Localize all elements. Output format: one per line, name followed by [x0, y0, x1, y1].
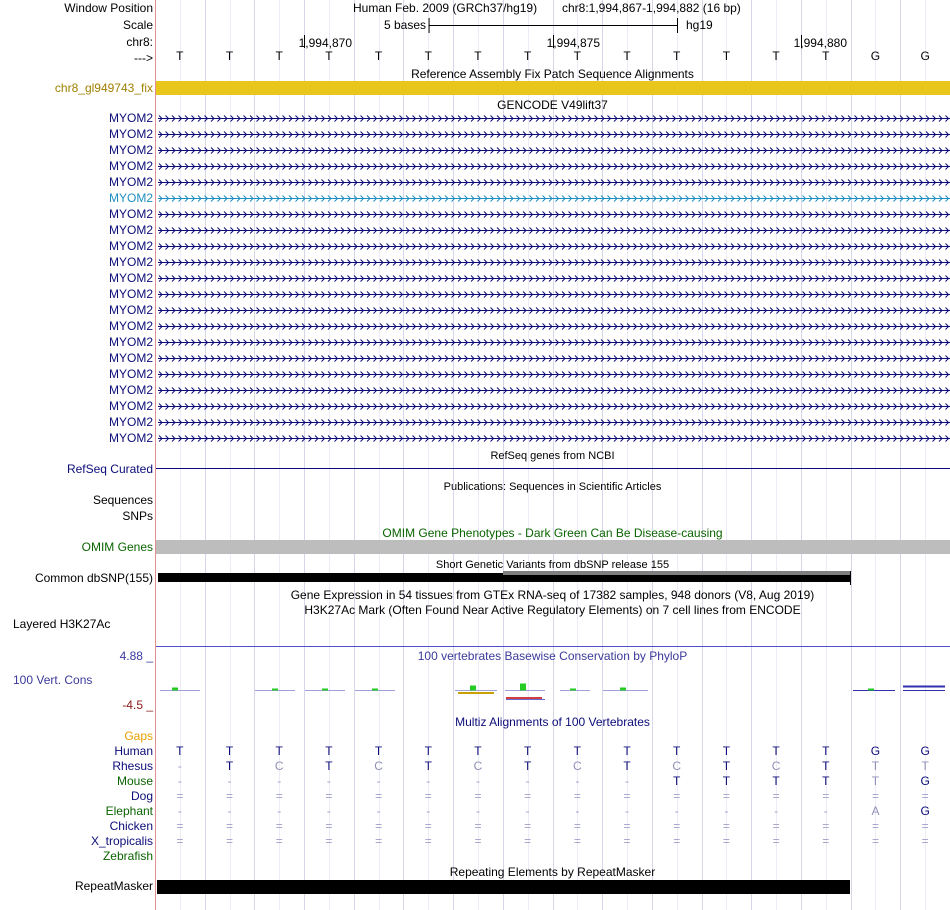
- multiz-base: =: [871, 819, 879, 833]
- gencode-transcript: [158, 132, 950, 138]
- gtex-track-title: Gene Expression in 54 tissues from GTEx RNA-seq of 17382 samples, 948 donors (V8, Aug 2019): [290, 588, 815, 602]
- reference-base: T: [673, 49, 681, 63]
- multiz-base: =: [921, 819, 929, 833]
- multiz-base: T: [623, 759, 631, 773]
- dbsnp-track-label[interactable]: Common dbSNP(155): [34, 571, 153, 585]
- gencode-gene-label[interactable]: MYOM2: [108, 111, 153, 125]
- multiz-base: -: [177, 774, 182, 788]
- multiz-base: =: [921, 789, 929, 803]
- multiz-species-label[interactable]: Human: [114, 744, 153, 758]
- multiz-base: -: [475, 804, 480, 818]
- phylop-score: [570, 689, 576, 691]
- gencode-gene-label[interactable]: MYOM2: [108, 383, 153, 397]
- dbsnp-track-title: Short Genetic Variants from dbSNP release 155: [435, 559, 670, 571]
- repeatmasker-bar: [157, 880, 850, 894]
- strand-arrow-label: --->: [134, 51, 153, 65]
- phylop-min-label: -4.5 _: [122, 698, 153, 712]
- multiz-base: =: [226, 789, 234, 803]
- gencode-gene-label[interactable]: MYOM2: [108, 223, 153, 237]
- omim-bar: [156, 540, 950, 554]
- multiz-base: =: [524, 834, 532, 848]
- scale-label: Scale: [122, 18, 153, 32]
- fix-patch-track-label[interactable]: chr8_gl949743_fix: [54, 81, 153, 95]
- fix-patch-bar: [156, 81, 950, 95]
- multiz-base: =: [275, 789, 283, 803]
- multiz-base: C: [573, 759, 582, 773]
- multiz-base: =: [673, 819, 681, 833]
- position-text: chr8:1,994,867-1,994,882 (16 bp): [562, 1, 741, 15]
- multiz-base: T: [772, 744, 780, 758]
- multiz-base: =: [524, 819, 532, 833]
- phylop-score: [322, 689, 328, 691]
- multiz-base: =: [822, 819, 830, 833]
- multiz-base: -: [426, 804, 431, 818]
- gencode-transcript: [158, 308, 950, 314]
- multiz-base: T: [921, 759, 929, 773]
- gencode-gene-label[interactable]: MYOM2: [108, 287, 153, 301]
- gencode-transcript: [158, 148, 950, 154]
- multiz-base: =: [424, 819, 432, 833]
- gencode-track-title: GENCODE V49lift37: [497, 98, 608, 112]
- omim-track-label[interactable]: OMIM Genes: [81, 540, 153, 554]
- h3k27ac-track-label[interactable]: Layered H3K27Ac: [13, 617, 111, 631]
- multiz-base: =: [822, 834, 830, 848]
- multiz-base: =: [226, 819, 234, 833]
- gencode-gene-label[interactable]: MYOM2: [108, 351, 153, 365]
- multiz-base: -: [674, 804, 679, 818]
- phylop-max-label: 4.88 _: [119, 649, 153, 663]
- ruler-tick-label: 1,994,880: [793, 36, 847, 50]
- multiz-base: T: [225, 759, 234, 773]
- scale-db-label: hg19: [686, 18, 713, 32]
- multiz-base: -: [575, 804, 580, 818]
- gencode-transcript: [158, 260, 950, 266]
- refseq-track-title: RefSeq genes from NCBI: [490, 450, 615, 462]
- multiz-species-label[interactable]: Zebrafish: [102, 849, 153, 863]
- multiz-base: T: [424, 744, 432, 758]
- gencode-gene-label[interactable]: MYOM2: [108, 399, 153, 413]
- gencode-transcript: [158, 420, 950, 426]
- multiz-base: T: [523, 744, 532, 758]
- gencode-transcript: [158, 244, 950, 250]
- multiz-base: -: [575, 774, 580, 788]
- multiz-base: =: [673, 789, 681, 803]
- multiz-base: =: [722, 819, 730, 833]
- publications-track-title: Publications: Sequences in Scientific Articles: [443, 481, 662, 493]
- multiz-base: G: [920, 744, 930, 758]
- multiz-base: =: [722, 789, 730, 803]
- phylop-score: [520, 684, 526, 691]
- gencode-transcript: [158, 404, 950, 410]
- phylop-score: [620, 688, 626, 691]
- multiz-track-title: Multiz Alignments of 100 Vertebrates: [455, 715, 650, 729]
- multiz-base: -: [277, 774, 282, 788]
- reference-base: G: [920, 49, 930, 63]
- phylop-score: [506, 697, 542, 699]
- multiz-base: G: [920, 804, 930, 818]
- gencode-transcript: [158, 212, 950, 218]
- gencode-transcript: [158, 340, 950, 346]
- multiz-base: =: [772, 819, 780, 833]
- ruler-tick-label: 1,994,870: [298, 36, 352, 50]
- multiz-base: =: [623, 789, 631, 803]
- multiz-base: C: [771, 759, 781, 773]
- multiz-base: T: [225, 744, 234, 758]
- ruler-tick-label: 1,994,875: [546, 36, 600, 50]
- reference-base: T: [722, 49, 731, 63]
- gencode-gene-label[interactable]: MYOM2: [108, 255, 153, 269]
- gencode-gene-label[interactable]: MYOM2: [108, 303, 153, 317]
- reference-base: T: [325, 49, 333, 63]
- phylop-track-label[interactable]: 100 Vert. Cons: [13, 673, 93, 687]
- reference-base: T: [573, 49, 582, 63]
- multiz-base: -: [475, 774, 480, 788]
- gencode-gene-label[interactable]: MYOM2: [108, 367, 153, 381]
- multiz-base: =: [375, 819, 383, 833]
- gencode-transcript: [158, 276, 950, 282]
- multiz-base: T: [673, 774, 681, 788]
- gencode-gene-label[interactable]: MYOM2: [108, 271, 153, 285]
- gencode-transcript: [158, 292, 950, 298]
- multiz-base: C: [374, 759, 383, 773]
- multiz-base: T: [523, 759, 532, 773]
- multiz-base: -: [177, 759, 182, 773]
- multiz-base: T: [871, 774, 880, 788]
- multiz-base: -: [625, 804, 630, 818]
- multiz-species-label[interactable]: X_tropicalis: [90, 834, 153, 848]
- multiz-base: T: [822, 744, 830, 758]
- multiz-species-label[interactable]: Mouse: [116, 774, 153, 788]
- multiz-species-label[interactable]: Dog: [130, 789, 153, 803]
- multiz-base: T: [722, 759, 731, 773]
- reference-base: T: [225, 49, 234, 63]
- multiz-base: -: [326, 774, 331, 788]
- multiz-base: -: [376, 774, 381, 788]
- multiz-base: -: [823, 804, 828, 818]
- publications-sequences-label[interactable]: Sequences: [92, 493, 153, 507]
- multiz-base: =: [176, 834, 184, 848]
- reference-base: T: [474, 49, 482, 63]
- multiz-base: =: [573, 834, 581, 848]
- reference-base: T: [772, 49, 780, 63]
- multiz-base: C: [274, 759, 284, 773]
- gencode-gene-label[interactable]: MYOM2: [108, 127, 153, 141]
- gencode-gene-label[interactable]: MYOM2: [108, 207, 153, 221]
- gencode-gene-label[interactable]: MYOM2: [108, 191, 153, 205]
- multiz-base: C: [672, 759, 682, 773]
- gencode-transcript: [158, 436, 950, 442]
- phylop-score: [372, 689, 378, 691]
- gencode-gene-label[interactable]: MYOM2: [108, 335, 153, 349]
- phylop-track-title: 100 vertebrates Basewise Conservation by PhyloP: [417, 649, 688, 663]
- multiz-base: =: [176, 819, 184, 833]
- window-position-label: Window Position: [64, 1, 153, 15]
- multiz-base: -: [277, 804, 282, 818]
- multiz-base: =: [325, 834, 333, 848]
- multiz-base: T: [424, 759, 432, 773]
- publications-snps-label[interactable]: SNPs: [122, 509, 153, 523]
- multiz-species-label[interactable]: Chicken: [109, 819, 153, 833]
- multiz-base: -: [326, 804, 331, 818]
- gencode-transcript: [158, 196, 950, 202]
- multiz-base: =: [921, 834, 929, 848]
- multiz-base: -: [227, 804, 232, 818]
- multiz-base: G: [920, 774, 930, 788]
- gencode-transcript: [158, 164, 950, 170]
- multiz-base: =: [623, 834, 631, 848]
- repeatmasker-track-title: Repeating Elements by RepeatMasker: [449, 865, 656, 879]
- multiz-base: =: [673, 834, 681, 848]
- multiz-base: T: [822, 759, 830, 773]
- multiz-base: -: [376, 804, 381, 818]
- gencode-gene-label[interactable]: MYOM2: [108, 143, 153, 157]
- multiz-base: -: [525, 774, 530, 788]
- multiz-base: A: [871, 804, 880, 818]
- multiz-base: T: [722, 774, 731, 788]
- multiz-base: T: [573, 744, 582, 758]
- gencode-transcript: [158, 356, 950, 362]
- multiz-base: -: [525, 804, 530, 818]
- gencode-gene-label[interactable]: MYOM2: [108, 431, 153, 445]
- multiz-base: =: [623, 819, 631, 833]
- multiz-base: =: [474, 789, 482, 803]
- multiz-base: T: [325, 759, 333, 773]
- repeatmasker-track-label[interactable]: RepeatMasker: [74, 879, 153, 893]
- gencode-transcript: [158, 388, 950, 394]
- multiz-base: =: [424, 789, 432, 803]
- phylop-score: [868, 689, 874, 691]
- phylop-score: [272, 689, 278, 691]
- multiz-base: -: [724, 804, 729, 818]
- assembly-title: Human Feb. 2009 (GRCh37/hg19): [353, 1, 538, 15]
- multiz-base: T: [474, 744, 482, 758]
- multiz-base: -: [227, 774, 232, 788]
- multiz-base: =: [176, 789, 184, 803]
- multiz-base: =: [375, 834, 383, 848]
- gencode-gene-label[interactable]: MYOM2: [108, 415, 153, 429]
- multiz-base: C: [473, 759, 483, 773]
- multiz-base: =: [722, 834, 730, 848]
- multiz-base: =: [325, 789, 333, 803]
- gencode-gene-label[interactable]: MYOM2: [108, 175, 153, 189]
- multiz-base: -: [177, 804, 182, 818]
- gencode-gene-label[interactable]: MYOM2: [108, 159, 153, 173]
- multiz-gaps-label[interactable]: Gaps: [124, 729, 153, 743]
- multiz-base: =: [524, 789, 532, 803]
- multiz-base: =: [474, 834, 482, 848]
- reference-base: T: [424, 49, 432, 63]
- scale-bar-label: 5 bases: [383, 18, 426, 32]
- multiz-base: T: [722, 744, 731, 758]
- multiz-base: T: [871, 759, 880, 773]
- multiz-base: =: [573, 789, 581, 803]
- multiz-base: G: [870, 744, 881, 758]
- multiz-base: =: [424, 834, 432, 848]
- reference-base: T: [275, 49, 283, 63]
- dbsnp-variant-bar: [503, 571, 850, 575]
- h3k27ac-track-title: H3K27Ac Mark (Often Found Near Active Regulatory Elements) on 7 cell lines from ENCODE: [304, 603, 801, 617]
- refseq-track-label[interactable]: RefSeq Curated: [66, 462, 153, 476]
- multiz-base: T: [374, 744, 383, 758]
- multiz-base: T: [325, 744, 333, 758]
- multiz-base: =: [275, 819, 283, 833]
- multiz-base: =: [772, 834, 780, 848]
- multiz-base: =: [325, 819, 333, 833]
- gencode-transcript: [158, 372, 950, 378]
- multiz-base: T: [772, 774, 780, 788]
- multiz-base: =: [871, 834, 879, 848]
- gencode-transcript: [158, 180, 950, 186]
- phylop-score: [458, 692, 494, 694]
- fix-patch-track-title: Reference Assembly Fix Patch Sequence Alignments: [411, 67, 694, 81]
- multiz-base: =: [226, 834, 234, 848]
- multiz-base: =: [474, 819, 482, 833]
- multiz-base: T: [176, 744, 184, 758]
- multiz-base: =: [871, 789, 879, 803]
- multiz-base: -: [625, 774, 630, 788]
- multiz-base: =: [573, 819, 581, 833]
- multiz-base: -: [774, 804, 779, 818]
- gencode-transcript: [158, 324, 950, 330]
- multiz-species-label[interactable]: Rhesus: [112, 759, 153, 773]
- multiz-base: T: [673, 744, 681, 758]
- reference-base: T: [523, 49, 532, 63]
- multiz-base: =: [375, 789, 383, 803]
- multiz-base: -: [426, 774, 431, 788]
- chrom-label: chr8:: [126, 35, 153, 49]
- multiz-base: T: [623, 744, 631, 758]
- multiz-base: =: [772, 789, 780, 803]
- multiz-base: T: [822, 774, 830, 788]
- phylop-score: [470, 686, 476, 691]
- multiz-species-label[interactable]: Elephant: [105, 804, 153, 818]
- gencode-gene-label[interactable]: MYOM2: [108, 319, 153, 333]
- reference-base: T: [623, 49, 631, 63]
- multiz-base: T: [275, 744, 283, 758]
- multiz-base: =: [275, 834, 283, 848]
- reference-base: T: [176, 49, 184, 63]
- phylop-score: [172, 688, 178, 691]
- reference-base: T: [822, 49, 830, 63]
- omim-track-title: OMIM Gene Phenotypes - Dark Green Can Be Disease-causing: [382, 526, 723, 540]
- reference-base: T: [374, 49, 383, 63]
- gencode-transcript: [158, 228, 950, 234]
- reference-base: G: [870, 49, 881, 63]
- multiz-base: =: [822, 789, 830, 803]
- gencode-transcript: [158, 116, 950, 122]
- gencode-gene-label[interactable]: MYOM2: [108, 239, 153, 253]
